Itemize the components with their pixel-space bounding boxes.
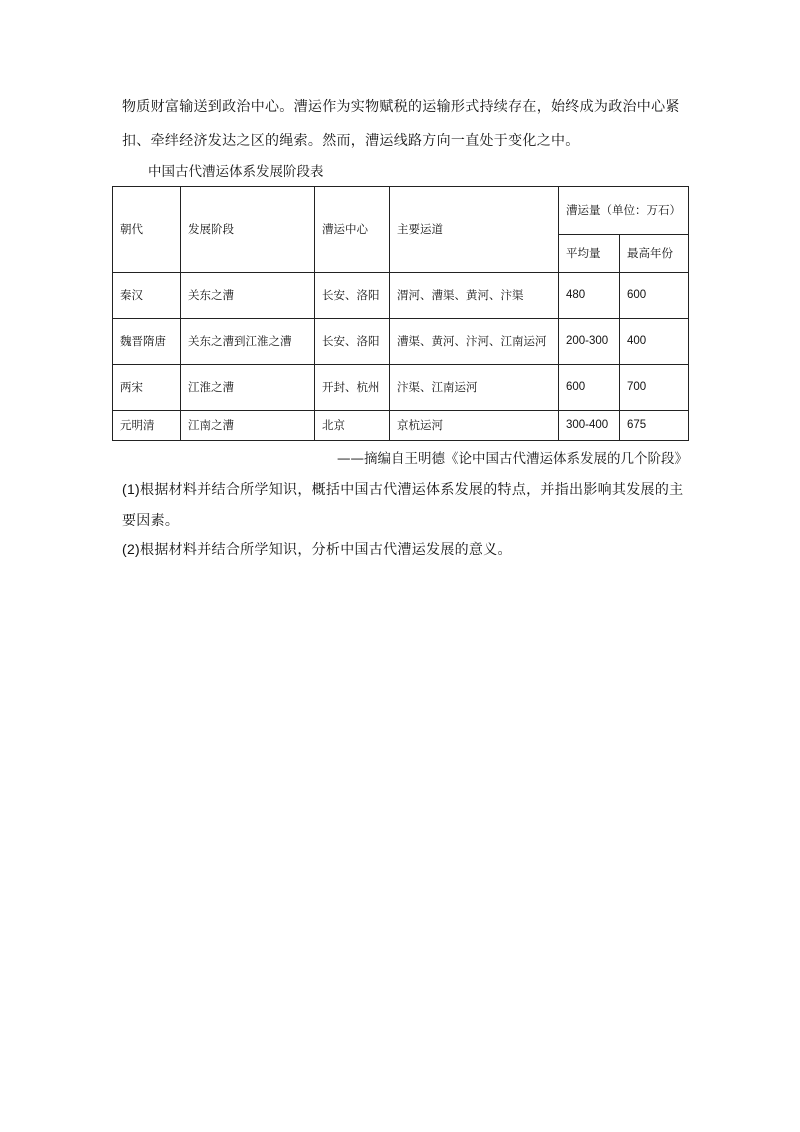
- cell-route: 漕渠、黄河、汴河、江南运河: [390, 319, 559, 365]
- question-2-number: (2): [122, 541, 141, 557]
- cell-peak: 400: [620, 319, 689, 365]
- table-caption: 中国古代漕运体系发展阶段表: [148, 164, 324, 180]
- cell-dynasty: 两宋: [113, 365, 181, 411]
- canal-stage-table: [112, 186, 689, 441]
- header-average: 平均量: [559, 235, 620, 273]
- cell-dynasty: 秦汉: [113, 273, 181, 319]
- cell-center: 长安、洛阳: [315, 319, 390, 365]
- table-header-row: [113, 187, 689, 235]
- cell-route: 渭河、漕渠、黄河、汴渠: [390, 273, 559, 319]
- header-route: 主要运道: [390, 187, 559, 273]
- cell-center: 开封、杭州: [315, 365, 390, 411]
- header-peak: 最高年份: [620, 235, 689, 273]
- cell-stage: 江南之漕: [181, 411, 315, 441]
- cell-peak: 675: [620, 411, 689, 441]
- question-1-text: 根据材料并结合所学知识，概括中国古代漕运体系发展的特点，并指出影响其发展的主: [140, 482, 684, 498]
- cell-average: 600: [559, 365, 620, 411]
- cell-route: 汴渠、江南运河: [390, 365, 559, 411]
- cell-center: 长安、洛阳: [315, 273, 390, 319]
- cell-stage: 关东之漕: [181, 273, 315, 319]
- cell-stage: 江淮之漕: [181, 365, 315, 411]
- source-citation: ——摘编自王明德《论中国古代漕运体系发展的几个阶段》: [337, 451, 688, 467]
- cell-average: 480: [559, 273, 620, 319]
- question-1-line-1: [122, 480, 683, 499]
- header-stage: 发展阶段: [181, 187, 315, 273]
- cell-peak: 600: [620, 273, 689, 319]
- table-row: [113, 365, 689, 411]
- question-1-number: (1): [122, 481, 141, 497]
- cell-dynasty: 元明清: [113, 411, 181, 441]
- table-row: [113, 319, 689, 365]
- paragraph-line-1: 物质财富输送到政治中心。漕运作为实物赋税的运输形式持续存在，始终成为政治中心紧: [122, 99, 680, 115]
- cell-average: 200-300: [559, 319, 620, 365]
- question-2-text: 根据材料并结合所学知识，分析中国古代漕运发展的意义。: [140, 542, 512, 558]
- cell-route: 京杭运河: [390, 411, 559, 441]
- cell-center: 北京: [315, 411, 390, 441]
- paragraph-line-2: 扣、牵绊经济发达之区的绳索。然而，漕运线路方向一直处于变化之中。: [122, 133, 580, 149]
- header-dynasty: 朝代: [113, 187, 181, 273]
- cell-dynasty: 魏晋隋唐: [113, 319, 181, 365]
- header-center: 漕运中心: [315, 187, 390, 273]
- header-volume: 漕运量（单位：万石）: [559, 187, 689, 235]
- question-2: [122, 540, 512, 559]
- cell-peak: 700: [620, 365, 689, 411]
- cell-stage: 关东之漕到江淮之漕: [181, 319, 315, 365]
- cell-average: 300-400: [559, 411, 620, 441]
- table-row: [113, 411, 689, 441]
- table-row: [113, 273, 689, 319]
- question-1-line-2: 要因素。: [122, 513, 180, 529]
